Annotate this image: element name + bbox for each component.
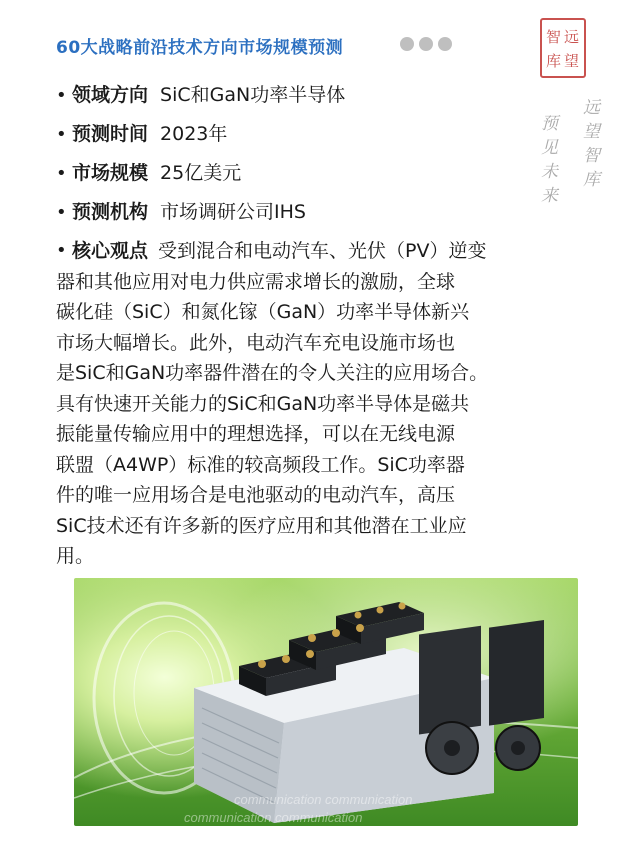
core-label: 核心观点: [72, 240, 149, 262]
bullet-icon: •: [56, 240, 67, 261]
svg-text:望: 望: [564, 52, 580, 70]
info-item-forecast-time: [56, 115, 596, 154]
svg-text:远: 远: [583, 98, 600, 118]
core-line: 器和其他应用对电力供应需求增长的激励，全球: [56, 270, 456, 293]
svg-text:来: 来: [541, 186, 558, 205]
power-module-photo: [74, 578, 578, 826]
svg-text:communication communication: communication communication: [234, 792, 413, 807]
item-value: 2023年: [160, 123, 228, 145]
core-line: 是SiC和GaN功率器件潜在的令人关注的应用场合。: [56, 362, 489, 384]
svg-text:库: 库: [546, 52, 562, 70]
svg-text:见: 见: [541, 138, 558, 158]
decorative-dots: [400, 37, 452, 51]
svg-text:未: 未: [541, 162, 558, 182]
core-line: SiC技术还有许多新的医疗应用和其他潜在工业应: [56, 514, 467, 537]
svg-text:预: 预: [541, 114, 558, 134]
item-label: 预测时间: [72, 123, 149, 145]
page-title: 60大战略前沿技术方向市场规模预测: [56, 38, 344, 58]
item-label: 市场规模: [72, 162, 149, 184]
core-line: 振能量传输应用中的理想选择，可以在无线电源: [56, 423, 456, 445]
info-item-market-size: [56, 154, 596, 193]
dot-icon: [400, 37, 414, 51]
info-list: [56, 76, 596, 232]
dot-icon: [438, 37, 452, 51]
item-label: 领域方向: [72, 84, 149, 106]
info-item-domain: [56, 76, 596, 115]
core-viewpoint: [56, 236, 596, 572]
seal-stamp-logo: [540, 18, 586, 78]
info-item-agency: [56, 193, 596, 232]
core-line: 用。: [56, 545, 95, 567]
item-label: 预测机构: [72, 201, 149, 223]
core-line: 市场大幅增长。此外，电动汽车充电设施市场也: [56, 331, 456, 354]
svg-text:库: 库: [583, 170, 600, 190]
core-line: 联盟（A4WP）标准的较高频段工作。SiC功率器: [56, 453, 465, 476]
bullet-icon: •: [56, 202, 67, 223]
bullet-icon: •: [56, 163, 67, 184]
core-line: 件的唯一应用场合是电池驱动的电动汽车，高压: [56, 484, 456, 506]
item-value: 市场调研公司IHS: [160, 201, 306, 223]
core-line: 具有快速开关能力的SiC和GaN功率半导体是磁共: [56, 392, 470, 415]
svg-text:智: 智: [546, 28, 562, 46]
svg-text:远: 远: [564, 28, 580, 46]
svg-text:智: 智: [583, 146, 600, 166]
bullet-icon: •: [56, 124, 67, 145]
core-line: 受到混合和电动汽车、光伏（PV）逆变: [158, 240, 487, 262]
svg-text:communication communication: communication communication: [184, 810, 363, 825]
svg-text:望: 望: [583, 122, 600, 142]
bullet-icon: •: [56, 85, 67, 106]
item-value: 25亿美元: [160, 162, 242, 184]
dot-icon: [419, 37, 433, 51]
core-line: 碳化硅（SiC）和氮化镓（GaN）功率半导体新兴: [56, 301, 470, 323]
item-value: SiC和GaN功率半导体: [160, 84, 346, 106]
